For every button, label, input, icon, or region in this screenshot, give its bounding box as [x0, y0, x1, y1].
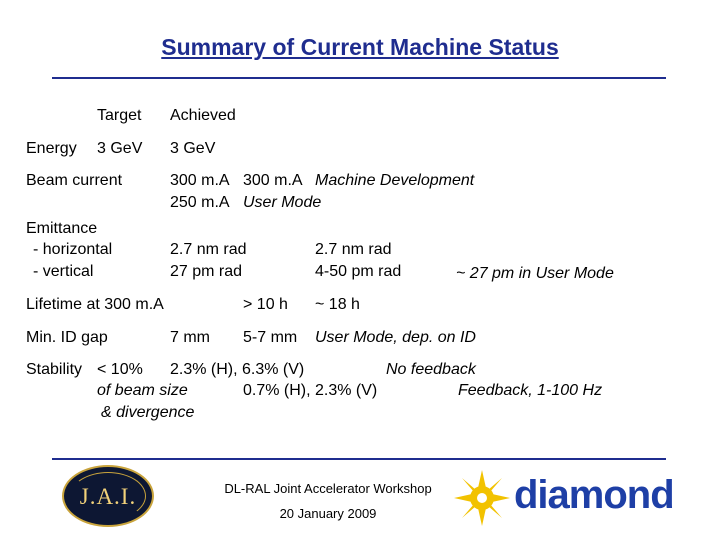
stability-note-1: No feedback	[386, 361, 476, 378]
stability-label: Stability	[26, 361, 83, 378]
beam-current-note-1: Machine Development	[315, 172, 475, 189]
stability-achieved-1: 2.3% (H), 6.3% (V)	[170, 361, 305, 378]
emittance-v-target: 27 pm rad	[170, 263, 243, 280]
diamond-logo-text: diamond	[514, 473, 674, 517]
stability-note-2: Feedback, 1-100 Hz	[458, 382, 603, 399]
energy-label: Energy	[26, 140, 77, 157]
beam-current-note-2: User Mode	[243, 194, 322, 211]
emittance-h-label: - horizontal	[33, 241, 113, 258]
title-divider	[52, 77, 666, 79]
stability-achieved-2: 0.7% (H), 2.3% (V)	[243, 382, 378, 399]
emittance-label: Emittance	[26, 220, 98, 237]
lifetime-label: Lifetime at 300 m.A	[26, 296, 164, 313]
header-achieved: Achieved	[170, 107, 236, 124]
beam-current-label: Beam current	[26, 172, 123, 189]
min-id-gap-note: User Mode, dep. on ID	[315, 329, 476, 346]
lifetime-achieved: ~ 18 h	[315, 296, 360, 313]
min-id-gap-achieved: 5-7 mm	[243, 329, 298, 346]
jai-logo	[62, 465, 154, 527]
beam-current-value-b: 300 m.A	[243, 172, 303, 189]
energy-achieved: 3 GeV	[170, 140, 216, 157]
stability-label-3: & divergence	[101, 404, 195, 421]
min-id-gap-target: 7 mm	[170, 329, 210, 346]
diamond-star-icon	[452, 468, 512, 528]
stability-target: < 10%	[97, 361, 143, 378]
slide-title: Summary of Current Machine Status	[161, 34, 559, 60]
emittance-h-target: 2.7 nm rad	[170, 241, 247, 258]
beam-current-value-c: 250 m.A	[170, 194, 230, 211]
header-target: Target	[97, 107, 142, 124]
emittance-h-achieved: 2.7 nm rad	[315, 241, 392, 258]
beam-current-value-a: 300 m.A	[170, 172, 230, 189]
emittance-v-note: ~ 27 pm in User Mode	[456, 265, 614, 282]
min-id-gap-label: Min. ID gap	[26, 329, 108, 346]
stability-label-2: of beam size	[97, 382, 188, 399]
emittance-v-achieved: 4-50 pm rad	[315, 263, 402, 280]
energy-target: 3 GeV	[97, 140, 143, 157]
lifetime-target: > 10 h	[243, 296, 288, 313]
jai-logo-text: J.A.I.	[79, 484, 137, 509]
footer-event: DL-RAL Joint Accelerator Workshop	[224, 481, 432, 496]
footer-date: 20 January 2009	[279, 506, 377, 521]
footer-divider	[52, 458, 666, 460]
emittance-v-label: - vertical	[33, 263, 94, 280]
